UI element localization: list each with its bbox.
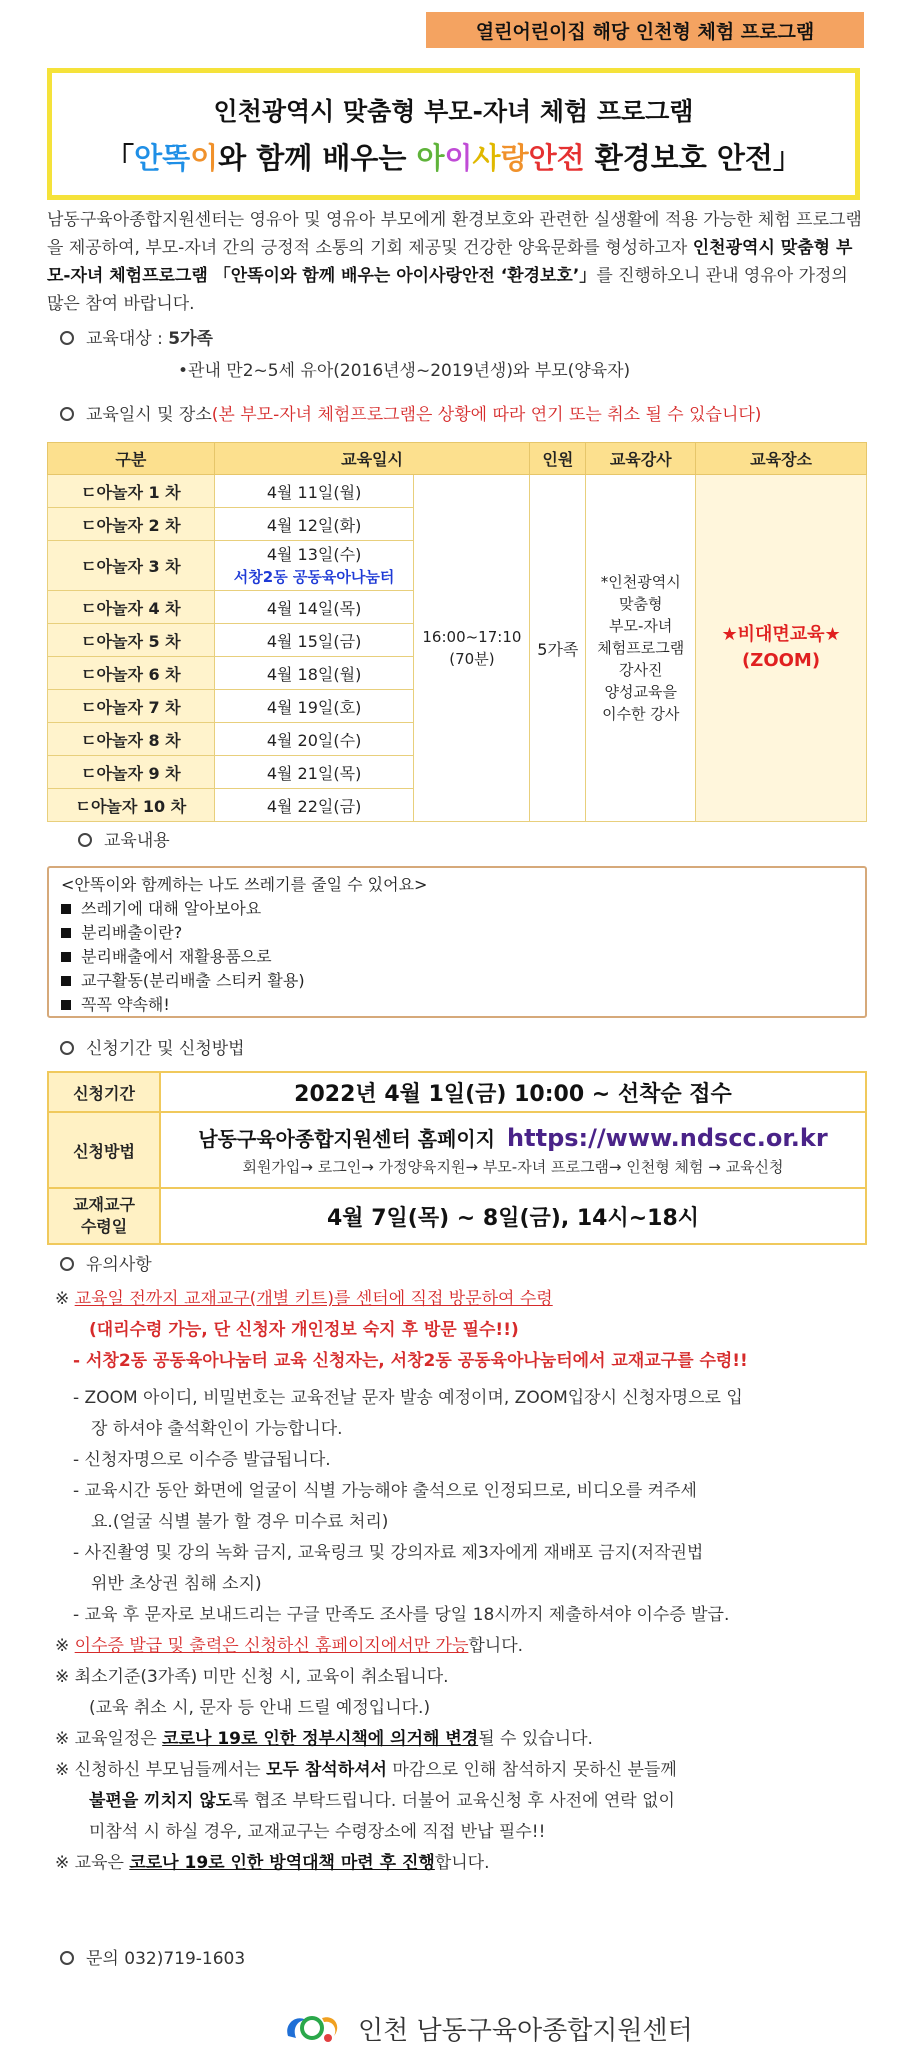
target-label: 교육대상 : [86, 329, 169, 349]
circle-bullet-icon [60, 331, 74, 345]
circle-bullet-icon [60, 1041, 74, 1055]
instructor-line: 부모-자녀 [609, 617, 673, 635]
note-item: - 서창2동 공동육아나눔터 교육 신청자는, 서창2동 공동육아나눔터에서 교재교구를 수령!! [73, 1351, 748, 1371]
note-mark: ※ [55, 1853, 70, 1873]
note-text: 교육일 전까지 교재교구(개별 키트)를 센터에 직접 방문하여 수령 [74, 1289, 553, 1309]
list-item-text: 분리배출에서 재활용품으로 [81, 947, 272, 966]
title-line2 [105, 136, 802, 177]
note-mark: ※ [55, 1760, 70, 1780]
contact-text: 문의 032)719-1603 [86, 1949, 246, 1969]
note-text: 마감으로 인해 참석하지 못하신 분들께 [386, 1760, 677, 1780]
circle-bullet-icon [78, 833, 92, 847]
duration-value: (70분) [449, 650, 495, 668]
list-item-text: 쓰레기에 대해 알아보아요 [81, 899, 262, 918]
note-item [55, 1284, 875, 1315]
content-heading: <안똑이와 함께하는 나도 쓰레기를 줄일 수 있어요> [61, 875, 428, 894]
title-rang: 랑 [500, 140, 529, 175]
note-item [55, 1315, 875, 1346]
note-item: - 교육 후 문자로 보내드리는 구글 만족도 조사를 당일 18시까지 제출하셔야 이수증 발급. [73, 1605, 730, 1625]
table-row [48, 475, 867, 508]
round-cell: ㄷ아놀자 6 차 [48, 657, 215, 690]
instructor-line: *인천광역시 [600, 573, 681, 591]
note-text: 모두 참석하셔서 [266, 1760, 387, 1780]
circle-bullet-icon [60, 1951, 74, 1965]
list-item [61, 897, 853, 921]
round-cell: ㄷ아놀자 1 차 [48, 475, 215, 508]
date-cell: 4월 20일(수) [214, 723, 414, 756]
method-label: 신청방법 [48, 1112, 160, 1188]
title-sa: 사 [472, 140, 501, 175]
note-item [55, 1631, 875, 1662]
location-line1: ★비대면교육★ [721, 624, 841, 645]
program-tag: 열린어린이집 해당 인천형 체험 프로그램 [426, 12, 864, 48]
pickup-label [48, 1188, 160, 1244]
schedule-label: 교육일시 및 장소 [86, 405, 212, 425]
note-text: 합니다. [434, 1853, 490, 1873]
notes-list [55, 1284, 875, 1879]
pickup-value: 4월 7일(목) ~ 8일(금), 14시~18시 [160, 1188, 866, 1244]
header-datetime: 교육일시 [214, 443, 530, 475]
date-cell: 4월 14일(목) [214, 591, 414, 624]
people-cell: 5가족 [530, 475, 586, 822]
note-item [55, 1848, 875, 1879]
round-cell: ㄷ아놀자 3 차 [48, 541, 215, 591]
pickup-label-line2: 수령일 [80, 1217, 128, 1236]
round-cell: ㄷ아놀자 8 차 [48, 723, 215, 756]
note-item: - 교육시간 동안 화면에 얼굴이 식별 가능해야 출석으로 인정되므로, 비디오를 켜주세 [73, 1481, 697, 1501]
header-round: 구분 [48, 443, 215, 475]
title-i2: 이 [444, 140, 473, 175]
instructor-line: 이수한 강사 [602, 705, 680, 723]
contact-bullet [60, 1949, 86, 1969]
content-section [78, 826, 170, 851]
period-value: 2022년 4월 1일(금) 10:00 ~ 선착순 접수 [160, 1072, 866, 1112]
intro-bold: 인천광역시 맞춤형 부모-자녀 체험프로그램 「안똑이와 함께 배우는 아이사랑안전 ‘환경보호’」 [47, 238, 853, 286]
table-row [48, 1072, 866, 1112]
square-bullet-icon [61, 904, 71, 914]
note-item [55, 1724, 875, 1755]
square-bullet-icon [61, 1000, 71, 1010]
note-item: 위반 초상권 침해 소지) [91, 1574, 262, 1594]
square-bullet-icon [61, 952, 71, 962]
table-row [48, 1112, 866, 1188]
time-value: 16:00~17:10 [422, 628, 522, 646]
date-cell: 4월 15일(금) [214, 624, 414, 657]
header-instructor: 교육강사 [586, 443, 696, 475]
date-cell: 4월 12일(화) [214, 508, 414, 541]
method-url-link[interactable]: https://www.ndscc.or.kr [507, 1124, 828, 1152]
list-item-text: 교구활동(분리배출 스티커 활용) [81, 971, 305, 990]
instructor-line: 맞춤형 [618, 595, 663, 613]
schedule-section [60, 400, 761, 425]
target-section [60, 324, 213, 349]
note-item: - 사진촬영 및 강의 녹화 금지, 교육링크 및 강의자료 제3자에게 재배포 금지(저작권법 [73, 1543, 704, 1563]
target-value: 5가족 [168, 329, 213, 349]
round-cell: ㄷ아놀자 7 차 [48, 690, 215, 723]
instructor-line: 체험프로그램 [597, 639, 685, 657]
note-text: 교육일정은 [74, 1729, 163, 1749]
round-cell: ㄷ아놀자 4 차 [48, 591, 215, 624]
list-item [61, 969, 853, 993]
apply-label: 신청기간 및 신청방법 [86, 1039, 245, 1059]
round-cell: ㄷ아놀자 2 차 [48, 508, 215, 541]
schedule-table [47, 442, 867, 822]
table-row [48, 1188, 866, 1244]
date-value: 4월 13일(수) [266, 544, 362, 564]
note-item [55, 1786, 875, 1817]
circle-bullet-icon [60, 407, 74, 421]
note-item: 요.(얼굴 식별 불가 할 경우 미수료 처리) [91, 1512, 389, 1532]
apply-section [60, 1034, 245, 1059]
title-with: 와 함께 배우는 [218, 140, 417, 175]
method-site [161, 1123, 865, 1152]
center-logo-icon [282, 2008, 344, 2048]
header-people: 인원 [530, 443, 586, 475]
round-cell: ㄷ아놀자 9 차 [48, 756, 215, 789]
title-a: 아 [416, 140, 445, 175]
list-item [61, 993, 853, 1017]
title-rest: 환경보호 안전 [584, 140, 773, 175]
date-cell [214, 541, 414, 591]
instructor-cell [586, 475, 696, 822]
list-item-text: 꼭꼭 약속해! [81, 995, 170, 1014]
date-cell: 4월 11일(월) [214, 475, 414, 508]
title-i: 이 [190, 140, 219, 175]
note-text: 신청하신 부모님들께서는 [74, 1760, 267, 1780]
date-note: 서창2동 공동육아나눔터 [233, 567, 395, 586]
title-anjeon: 안전 [528, 140, 585, 175]
location-line2: (ZOOM) [742, 650, 821, 671]
note-text: (대리수령 가능, 단 신청자 개인정보 숙지 후 방문 필수!!) [89, 1320, 519, 1340]
title-an: 안똑 [134, 140, 191, 175]
method-flow: 회원가입→ 로그인→ 가정양육지원→ 부모-자녀 프로그램→ 인천형 체험 → 교육신청 [242, 1158, 784, 1176]
note-item [55, 1662, 875, 1693]
date-cell: 4월 19일(호) [214, 690, 414, 723]
content-box [47, 866, 867, 1018]
note-item: 미참석 시 하실 경우, 교재교구는 수령장소에 직접 반납 필수!! [89, 1822, 546, 1842]
note-text: 합니다. [468, 1636, 524, 1656]
note-text: 될 수 있습니다. [478, 1729, 593, 1749]
note-text: 이수증 발급 및 출력은 신청하신 홈페이지에서만 가능 [74, 1636, 469, 1656]
date-cell: 4월 18일(월) [214, 657, 414, 690]
bracket-close: 」 [772, 140, 802, 175]
schedule-header-row [48, 443, 867, 475]
intro-paragraph [47, 206, 865, 318]
round-cell: ㄷ아놀자 10 차 [48, 789, 215, 822]
list-item [61, 945, 853, 969]
note-text: 코로나 19로 인한 방역대책 마련 후 진행 [129, 1853, 435, 1873]
title-line1: 인천광역시 맞춤형 부모-자녀 체험 프로그램 [213, 96, 694, 126]
location-cell [696, 475, 867, 822]
square-bullet-icon [61, 976, 71, 986]
date-cell: 4월 22일(금) [214, 789, 414, 822]
note-text: 코로나 19로 인한 정부시책에 의거해 변경 [162, 1729, 479, 1749]
method-value [160, 1112, 866, 1188]
method-site-name: 남동구육아종합지원센터 홈페이지 [198, 1127, 496, 1151]
footer [282, 2008, 693, 2048]
target-detail: •관내 만2~5세 유아(2016년생~2019년생)와 부모(양육자) [178, 361, 631, 381]
intro-part2: 를 진행하오니 관내 영유아 가정의 많은 참여 바랍니다. [47, 266, 848, 314]
footer-org-name: 인천 남동구육아종합지원센터 [358, 2015, 693, 2046]
note-text: 교육은 [74, 1853, 130, 1873]
round-cell: ㄷ아놀자 5 차 [48, 624, 215, 657]
instructor-line: 강사진 [618, 661, 663, 679]
notes-section-title [60, 1250, 152, 1275]
bracket-open: 「 [105, 140, 135, 175]
schedule-note: (본 부모-자녀 체험프로그램은 상황에 따라 연기 또는 취소 될 수 있습니다) [211, 405, 762, 425]
note-text: 록 협조 부탁드립니다. 더불어 교육신청 후 사전에 연락 없이 [232, 1791, 675, 1811]
note-item: - ZOOM 아이디, 비밀번호는 교육전날 문자 발송 예정이며, ZOOM입장시 신청자명으로 입 [73, 1388, 743, 1408]
instructor-line: 양성교육을 [604, 683, 677, 701]
note-item: 장 하셔야 출석확인이 가능합니다. [91, 1419, 343, 1439]
note-item [55, 1755, 875, 1786]
time-cell [414, 475, 530, 822]
notes-label: 유의사항 [86, 1255, 152, 1275]
note-mark: ※ [55, 1729, 70, 1749]
note-mark: ※ [55, 1636, 70, 1656]
note-mark: ※ [55, 1667, 70, 1687]
note-text: 불편을 끼치지 않도 [89, 1791, 233, 1811]
note-mark: ※ [55, 1289, 70, 1309]
period-label: 신청기간 [48, 1072, 160, 1112]
pickup-label-line1: 교재교구 [73, 1195, 135, 1214]
title-box [47, 68, 860, 200]
square-bullet-icon [61, 928, 71, 938]
intro-part1: 남동구육아종합지원센터는 영유아 및 영유아 부모에게 환경보호와 관련한 실생활에 적용 가능한 체험 프로그램을 제공하여, 부모-자녀 간의 긍정적 소통의 기회 제공및 건강한 양육문화를 형성하고자 [47, 210, 862, 258]
content-label: 교육내용 [104, 831, 170, 851]
note-text: 최소기준(3가족) 미만 신청 시, 교육이 취소됩니다. [74, 1667, 449, 1687]
header-location: 교육장소 [696, 443, 867, 475]
circle-bullet-icon [60, 1257, 74, 1271]
list-item [61, 921, 853, 945]
note-item: (교육 취소 시, 문자 등 안내 드릴 예정입니다.) [89, 1698, 431, 1718]
list-item-text: 분리배출이란? [81, 923, 183, 942]
contact-line [60, 1944, 245, 1969]
date-cell: 4월 21일(목) [214, 756, 414, 789]
note-item: - 신청자명으로 이수증 발급됩니다. [73, 1450, 331, 1470]
apply-table [47, 1071, 867, 1245]
